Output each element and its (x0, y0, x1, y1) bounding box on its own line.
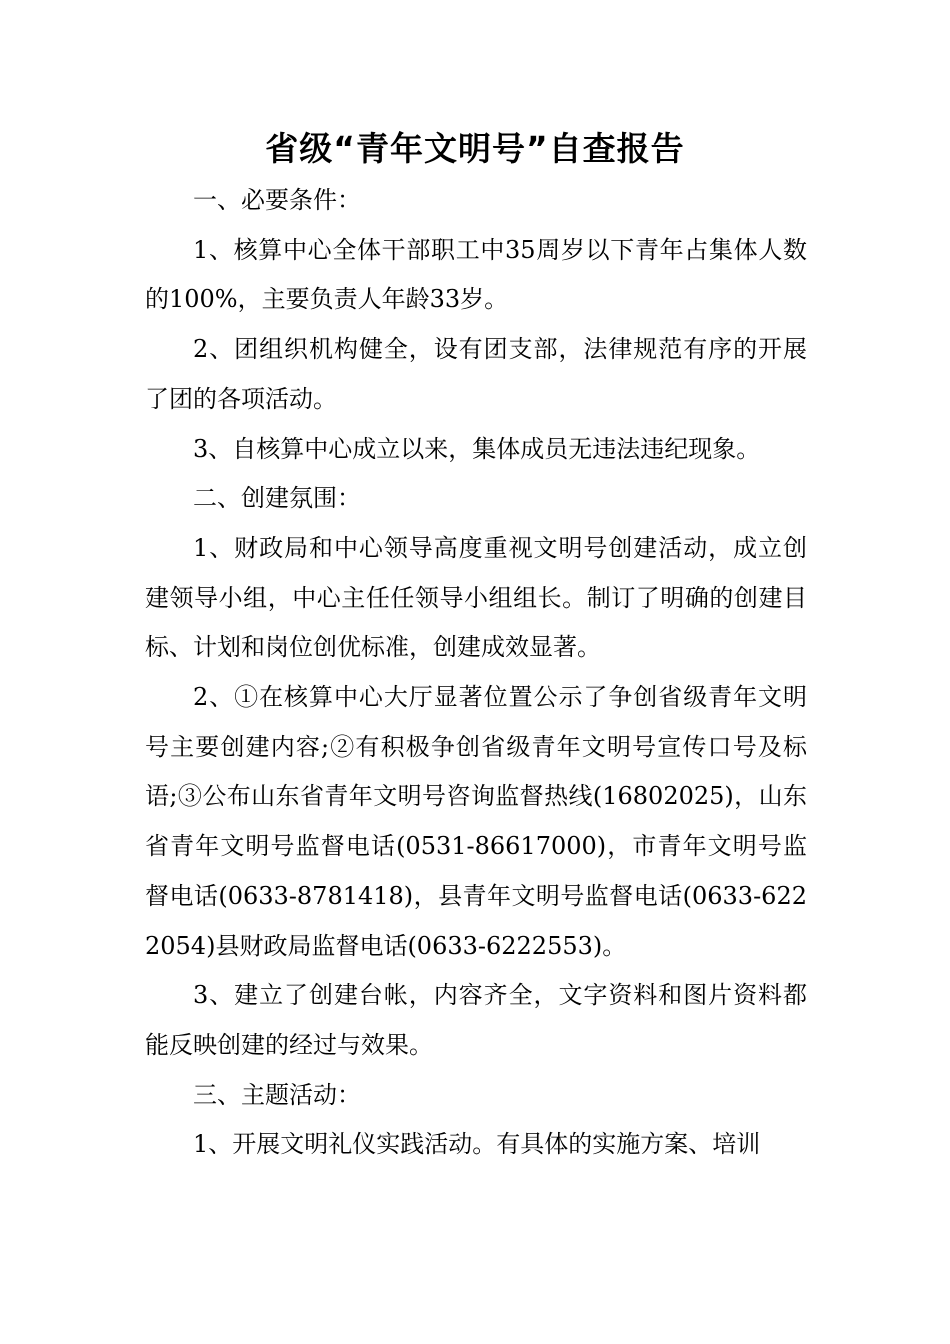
paragraph: 1、开展文明礼仪实践活动。有具体的实施方案、培训 (193, 1130, 761, 1159)
paragraph: 2、①在核算中心大厅显著位置公示了争创省级青年文明号主要创建内容;②有积极争创省级青年文明号宣传口号及标语;③公布山东省青年文明号咨询监督热线(16802025)，山东省青年文明号监督电话(0531-86617000)，市青年文明号监督电话(0633-8781418)，县青年文明号监督电话(0633-6222054)县财政局监督电话(0633-6222553)。 (145, 683, 807, 960)
section-heading-activities: 三、主题活动： (193, 1080, 361, 1109)
document-body (145, 176, 807, 1170)
paragraph: 3、自核算中心成立以来，集体成员无违法违纪现象。 (193, 434, 761, 463)
paragraph: 2、团组织机构健全，设有团支部，法律规范有序的开展了团的各项活动。 (145, 335, 807, 413)
paragraph: 3、建立了创建台帐，内容齐全，文字资料和图片资料都能反映创建的经过与效果。 (145, 981, 807, 1059)
paragraph: 1、财政局和中心领导高度重视文明号创建活动，成立创建领导小组，中心主任任领导小组组长。制订了明确的创建目标、计划和岗位创优标准，创建成效显著。 (145, 533, 807, 662)
document-title: 省级“青年文明号”自查报告 (265, 129, 685, 168)
section-heading-requirements: 一、必要条件： (193, 186, 361, 214)
paragraph: 1、核算中心全体干部职工中35周岁以下青年占集体人数的100%，主要负责人年龄33岁。 (145, 235, 807, 314)
section-heading-atmosphere: 二、创建氛围： (193, 484, 361, 513)
